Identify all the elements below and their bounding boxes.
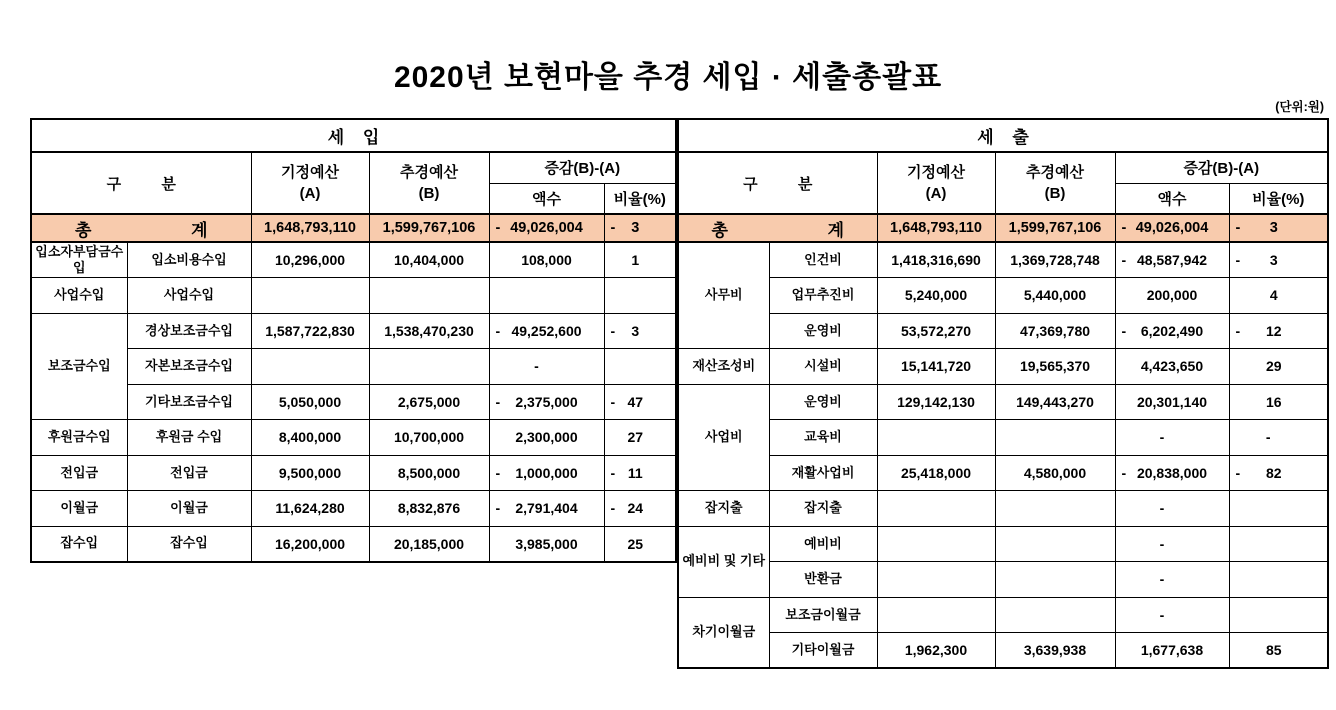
minus-sign: - bbox=[1121, 464, 1127, 481]
budget-a-header bbox=[877, 152, 995, 214]
a-cell: 1,962,300 bbox=[877, 633, 995, 669]
item-cell: 운영비 bbox=[769, 384, 877, 420]
minus-sign: - bbox=[495, 220, 501, 236]
diff-cell bbox=[489, 491, 604, 527]
group-cell: 전입금 bbox=[31, 455, 127, 491]
group-cell: 사무비 bbox=[678, 242, 769, 349]
table-row bbox=[678, 597, 1328, 633]
budget-b-line2: (B) bbox=[1044, 185, 1066, 202]
table-row bbox=[31, 491, 676, 527]
group-cell: 재산조성비 bbox=[678, 349, 769, 385]
item-cell: 인건비 bbox=[769, 242, 877, 278]
budget-a-line1: 기정예산 bbox=[281, 164, 339, 181]
diff-header: 증감(B)-(A) bbox=[1115, 152, 1328, 183]
diff-cell bbox=[1115, 455, 1229, 491]
group-cell: 입소자부담금수입 bbox=[31, 242, 127, 278]
a-cell: 10,296,000 bbox=[251, 242, 369, 278]
category-header: 구 분 bbox=[678, 152, 877, 214]
revenue-tbody bbox=[31, 214, 676, 562]
page-title: 2020년 보현마을 추경 세입 · 세출총괄표 bbox=[393, 61, 943, 94]
b-cell: 5,440,000 bbox=[995, 278, 1115, 314]
b-cell: 2,675,000 bbox=[369, 384, 489, 420]
expenditure-table bbox=[677, 118, 1329, 669]
rate-cell: 4 bbox=[1229, 278, 1328, 314]
value: 3 bbox=[1269, 220, 1278, 236]
a-cell bbox=[877, 597, 995, 633]
a-cell bbox=[877, 526, 995, 562]
a-cell bbox=[877, 562, 995, 598]
item-cell: 입소비용수입 bbox=[127, 242, 251, 278]
diff-cell bbox=[489, 455, 604, 491]
table-row bbox=[678, 349, 1328, 385]
budget-b-line2: (B) bbox=[418, 185, 440, 202]
expenditure-banner: 세 출 bbox=[678, 119, 1328, 152]
a-cell: 1,648,793,110 bbox=[877, 214, 995, 242]
a-cell: 53,572,270 bbox=[877, 313, 995, 349]
rate-cell bbox=[1229, 455, 1328, 491]
category-header: 구 분 bbox=[31, 152, 251, 214]
table-row bbox=[678, 455, 1328, 491]
diff-cell: - bbox=[1115, 491, 1229, 527]
item-cell: 반환금 bbox=[769, 562, 877, 598]
rate-cell bbox=[1229, 562, 1328, 598]
diff-cell: 1,677,638 bbox=[1115, 633, 1229, 669]
budget-b-line1: 추경예산 bbox=[400, 164, 458, 181]
budget-b-line1: 추경예산 bbox=[1026, 164, 1084, 181]
rate-cell: 16 bbox=[1229, 384, 1328, 420]
a-cell: 1,587,722,830 bbox=[251, 313, 369, 349]
item-cell: 후원금 수입 bbox=[127, 420, 251, 456]
table-row bbox=[31, 242, 676, 278]
group-cell: 예비비 및 기타 bbox=[678, 526, 769, 597]
diff-cell bbox=[1115, 313, 1229, 349]
group-cell: 잡지출 bbox=[678, 491, 769, 527]
table-row bbox=[678, 562, 1328, 598]
table-row bbox=[31, 349, 676, 385]
minus-sign: - bbox=[1235, 322, 1241, 339]
rate-cell bbox=[1229, 597, 1328, 633]
item-cell: 예비비 bbox=[769, 526, 877, 562]
total-row bbox=[31, 214, 676, 242]
value: 3 bbox=[1269, 252, 1278, 268]
minus-sign: - bbox=[495, 322, 501, 339]
group-cell: 잡수입 bbox=[31, 526, 127, 562]
rate-cell bbox=[1229, 526, 1328, 562]
amount-header: 액수 bbox=[1115, 183, 1229, 214]
rate-cell bbox=[604, 455, 676, 491]
b-cell: 1,538,470,230 bbox=[369, 313, 489, 349]
group-cell: 보조금수입 bbox=[31, 313, 127, 420]
b-cell: 4,580,000 bbox=[995, 455, 1115, 491]
diff-cell: 4,423,650 bbox=[1115, 349, 1229, 385]
budget-b-header bbox=[995, 152, 1115, 214]
table-row bbox=[31, 455, 676, 491]
total-label: 총 계 bbox=[31, 214, 251, 242]
a-cell bbox=[877, 420, 995, 456]
diff-cell bbox=[1115, 214, 1229, 242]
b-cell: 8,832,876 bbox=[369, 491, 489, 527]
value: 49,026,004 bbox=[1135, 220, 1209, 236]
table-row bbox=[31, 420, 676, 456]
value: 47 bbox=[627, 393, 644, 410]
value: 6,202,490 bbox=[1140, 322, 1204, 339]
item-cell: 기타보조금수입 bbox=[127, 384, 251, 420]
revenue-banner: 세 입 bbox=[31, 119, 676, 152]
b-cell: 1,599,767,106 bbox=[369, 214, 489, 242]
budget-a-line2: (A) bbox=[925, 185, 947, 202]
a-cell: 25,418,000 bbox=[877, 455, 995, 491]
a-cell: 5,240,000 bbox=[877, 278, 995, 314]
b-cell: 8,500,000 bbox=[369, 455, 489, 491]
total-label: 총 계 bbox=[678, 214, 877, 242]
revenue-table bbox=[30, 118, 677, 563]
a-cell: 129,142,130 bbox=[877, 384, 995, 420]
rate-cell: 29 bbox=[1229, 349, 1328, 385]
rate-cell bbox=[604, 384, 676, 420]
budget-tables bbox=[30, 118, 1329, 669]
item-cell: 교육비 bbox=[769, 420, 877, 456]
minus-sign: - bbox=[495, 464, 501, 481]
b-cell bbox=[369, 278, 489, 314]
value: 2,375,000 bbox=[515, 393, 578, 410]
minus-sign: - bbox=[495, 500, 501, 517]
budget-b-header bbox=[369, 152, 489, 214]
diff-cell bbox=[489, 278, 604, 314]
b-cell bbox=[995, 491, 1115, 527]
rate-cell bbox=[1229, 491, 1328, 527]
diff-cell: - bbox=[1115, 562, 1229, 598]
diff-cell: 108,000 bbox=[489, 242, 604, 278]
b-cell: 1,599,767,106 bbox=[995, 214, 1115, 242]
value: 82 bbox=[1265, 464, 1282, 481]
b-cell: 149,443,270 bbox=[995, 384, 1115, 420]
item-cell: 기타이월금 bbox=[769, 633, 877, 669]
table-row bbox=[31, 384, 676, 420]
b-cell bbox=[995, 420, 1115, 456]
rate-header: 비율(%) bbox=[1229, 183, 1328, 214]
group-cell: 이월금 bbox=[31, 491, 127, 527]
a-cell: 5,050,000 bbox=[251, 384, 369, 420]
budget-a-header bbox=[251, 152, 369, 214]
item-cell: 보조금이월금 bbox=[769, 597, 877, 633]
table-row bbox=[31, 313, 676, 349]
rate-cell bbox=[604, 313, 676, 349]
value: 49,252,600 bbox=[511, 322, 582, 339]
item-cell: 자본보조금수입 bbox=[127, 349, 251, 385]
item-cell: 운영비 bbox=[769, 313, 877, 349]
value: 20,838,000 bbox=[1136, 464, 1208, 481]
table-row bbox=[678, 526, 1328, 562]
a-cell bbox=[877, 491, 995, 527]
value: 48,587,942 bbox=[1136, 252, 1208, 268]
diff-header: 증감(B)-(A) bbox=[489, 152, 676, 183]
rate-cell bbox=[604, 214, 676, 242]
minus-sign: - bbox=[1121, 220, 1127, 236]
a-cell: 1,418,316,690 bbox=[877, 242, 995, 278]
value: 3 bbox=[631, 322, 640, 339]
a-cell: 1,648,793,110 bbox=[251, 214, 369, 242]
b-cell: 10,700,000 bbox=[369, 420, 489, 456]
minus-sign: - bbox=[1121, 322, 1127, 339]
b-cell: 19,565,370 bbox=[995, 349, 1115, 385]
rate-cell: - bbox=[1229, 420, 1328, 456]
diff-cell bbox=[1115, 242, 1229, 278]
table-row bbox=[31, 278, 676, 314]
table-row bbox=[678, 313, 1328, 349]
minus-sign: - bbox=[1121, 252, 1127, 268]
group-cell: 사업수입 bbox=[31, 278, 127, 314]
minus-sign: - bbox=[610, 464, 616, 481]
a-cell: 16,200,000 bbox=[251, 526, 369, 562]
table-row bbox=[678, 384, 1328, 420]
group-cell: 후원금수입 bbox=[31, 420, 127, 456]
group-cell: 사업비 bbox=[678, 384, 769, 491]
table-row bbox=[678, 491, 1328, 527]
rate-cell bbox=[604, 349, 676, 385]
rate-header: 비율(%) bbox=[604, 183, 676, 214]
b-cell: 1,369,728,748 bbox=[995, 242, 1115, 278]
value: 3 bbox=[631, 220, 640, 236]
b-cell: 10,404,000 bbox=[369, 242, 489, 278]
b-cell bbox=[369, 349, 489, 385]
expenditure-tbody bbox=[678, 214, 1328, 668]
item-cell: 시설비 bbox=[769, 349, 877, 385]
a-cell: 15,141,720 bbox=[877, 349, 995, 385]
minus-sign: - bbox=[610, 322, 616, 339]
diff-cell bbox=[489, 313, 604, 349]
amount-header: 액수 bbox=[489, 183, 604, 214]
diff-cell: 200,000 bbox=[1115, 278, 1229, 314]
total-row bbox=[678, 214, 1328, 242]
value: 49,026,004 bbox=[510, 220, 583, 236]
diff-cell: - bbox=[489, 349, 604, 385]
rate-cell bbox=[604, 278, 676, 314]
diff-cell: - bbox=[1115, 597, 1229, 633]
rate-cell: 85 bbox=[1229, 633, 1328, 669]
table-row bbox=[31, 526, 676, 562]
b-cell: 3,639,938 bbox=[995, 633, 1115, 669]
minus-sign: - bbox=[610, 393, 616, 410]
minus-sign: - bbox=[1235, 252, 1241, 268]
minus-sign: - bbox=[1235, 220, 1241, 236]
item-cell: 잡수입 bbox=[127, 526, 251, 562]
value: 2,791,404 bbox=[515, 500, 578, 517]
a-cell: 8,400,000 bbox=[251, 420, 369, 456]
minus-sign: - bbox=[1235, 464, 1241, 481]
budget-a-line1: 기정예산 bbox=[907, 164, 965, 181]
b-cell: 20,185,000 bbox=[369, 526, 489, 562]
item-cell: 잡지출 bbox=[769, 491, 877, 527]
diff-cell: 20,301,140 bbox=[1115, 384, 1229, 420]
b-cell: 47,369,780 bbox=[995, 313, 1115, 349]
table-row bbox=[678, 633, 1328, 669]
rate-cell: 1 bbox=[604, 242, 676, 278]
minus-sign: - bbox=[495, 393, 501, 410]
rate-cell: 27 bbox=[604, 420, 676, 456]
table-row bbox=[678, 420, 1328, 456]
minus-sign: - bbox=[610, 500, 616, 517]
minus-sign: - bbox=[610, 220, 616, 236]
rate-cell bbox=[604, 491, 676, 527]
diff-cell: 3,985,000 bbox=[489, 526, 604, 562]
diff-cell bbox=[489, 214, 604, 242]
rate-cell bbox=[1229, 214, 1328, 242]
value: 11 bbox=[627, 464, 643, 481]
value: 12 bbox=[1265, 322, 1282, 339]
b-cell bbox=[995, 562, 1115, 598]
item-cell: 이월금 bbox=[127, 491, 251, 527]
item-cell: 업무추진비 bbox=[769, 278, 877, 314]
item-cell: 재활사업비 bbox=[769, 455, 877, 491]
value: 1,000,000 bbox=[515, 464, 578, 481]
table-row bbox=[678, 242, 1328, 278]
value: 24 bbox=[627, 500, 644, 517]
item-cell: 전입금 bbox=[127, 455, 251, 491]
a-cell: 9,500,000 bbox=[251, 455, 369, 491]
rate-cell: 25 bbox=[604, 526, 676, 562]
rate-cell bbox=[1229, 313, 1328, 349]
unit-note: (단위:원) bbox=[1275, 100, 1324, 114]
diff-cell: - bbox=[1115, 420, 1229, 456]
budget-a-line2: (A) bbox=[299, 185, 321, 202]
rate-cell bbox=[1229, 242, 1328, 278]
diff-cell: - bbox=[1115, 526, 1229, 562]
item-cell: 경상보조금수입 bbox=[127, 313, 251, 349]
item-cell: 사업수입 bbox=[127, 278, 251, 314]
b-cell bbox=[995, 597, 1115, 633]
a-cell bbox=[251, 278, 369, 314]
diff-cell bbox=[489, 384, 604, 420]
diff-cell: 2,300,000 bbox=[489, 420, 604, 456]
a-cell bbox=[251, 349, 369, 385]
b-cell bbox=[995, 526, 1115, 562]
table-row bbox=[678, 278, 1328, 314]
group-cell: 차기이월금 bbox=[678, 597, 769, 668]
a-cell: 11,624,280 bbox=[251, 491, 369, 527]
